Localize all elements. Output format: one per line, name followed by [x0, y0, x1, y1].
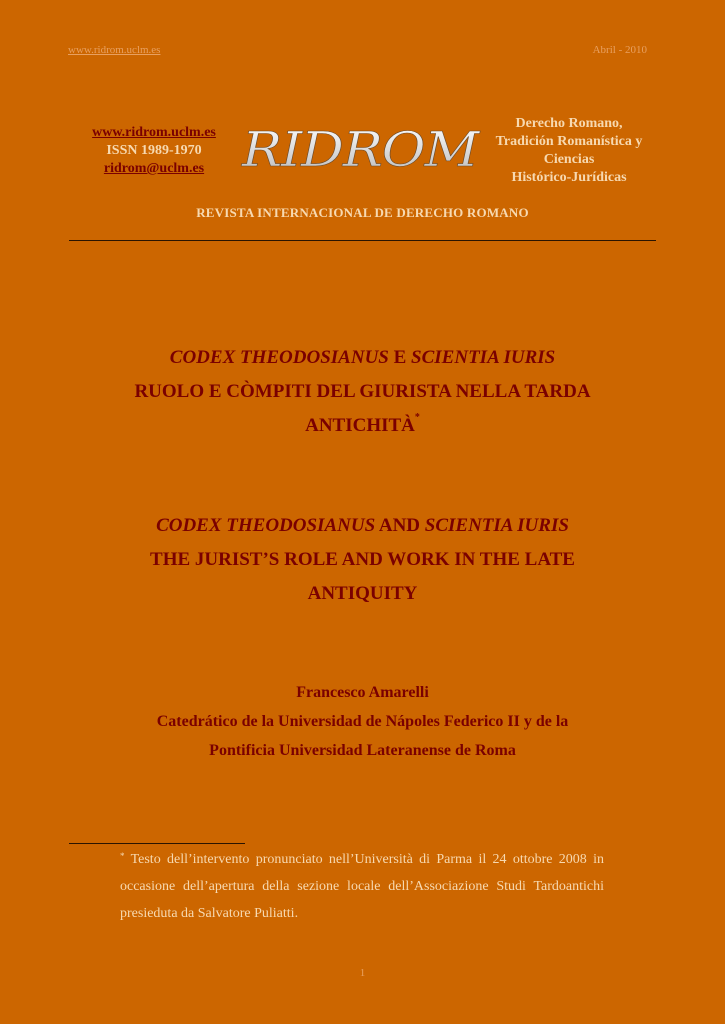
title-it-part1: CODEX THEODOSIANUS [169, 347, 389, 368]
subtitle-line: Derecho Romano, [515, 116, 623, 131]
title-it-line3: ANTICHITÀ [305, 415, 415, 436]
masthead-issn: ISSN 1989-1970 [106, 143, 202, 158]
logo-text: RIDROM [240, 122, 482, 178]
page-number: 1 [359, 967, 366, 979]
footnote-marker[interactable]: * [414, 412, 420, 423]
masthead-email-link[interactable]: ridrom@uclm.es [103, 161, 205, 176]
title-en-part1: CODEX THEODOSIANUS [156, 515, 376, 536]
title-en-line3: ANTIQUITY [307, 583, 418, 604]
author-affiliation: Pontificia Universidad Lateranense de Roma [209, 742, 516, 759]
subtitle-line: Ciencias [543, 152, 595, 167]
ridrom-logo [238, 116, 482, 182]
header-date: Abril - 2010 [592, 44, 647, 56]
masthead-contact [70, 124, 238, 178]
footnote-divider [69, 843, 245, 844]
journal-name: REVISTA INTERNACIONAL DE DERECHO ROMANO [196, 205, 529, 220]
masthead-website-link[interactable]: www.ridrom.uclm.es [92, 125, 216, 140]
title-en-line2: THE JURIST’S ROLE AND WORK IN THE LATE [150, 549, 575, 570]
author-name: Francesco Amarelli [296, 684, 429, 701]
subtitle-line: Tradición Romanística y [495, 134, 643, 149]
header-site-link[interactable]: www.ridrom.uclm.es [68, 44, 161, 56]
masthead-subtitle [484, 115, 654, 187]
title-it-part2: SCIENTIA IURIS [411, 347, 556, 368]
footnote-mark: * [120, 851, 125, 861]
footnote [120, 846, 604, 927]
author-affiliation: Catedrático de la Universidad de Nápoles Federico II y de la [156, 713, 569, 730]
title-italian [60, 341, 665, 443]
footnote-text: Testo dell’intervento pronunciato nell’Università di Parma il 24 ottobre 2008 in occasione dell’apertura della sezione locale dell’Associazione Studi Tardoantichi presieduta da Salvatore Puliatti. [120, 852, 604, 921]
subtitle-line: Histórico-Jurídicas [511, 170, 627, 185]
title-it-join: E [388, 347, 412, 368]
title-en-join: AND [375, 515, 425, 536]
header-divider [69, 240, 656, 241]
title-en-part2: SCIENTIA IURIS [424, 515, 569, 536]
title-it-line2: RUOLO E CÒMPITI DEL GIURISTA NELLA TARDA [134, 381, 591, 402]
author-block [60, 678, 665, 765]
title-english [60, 509, 665, 611]
